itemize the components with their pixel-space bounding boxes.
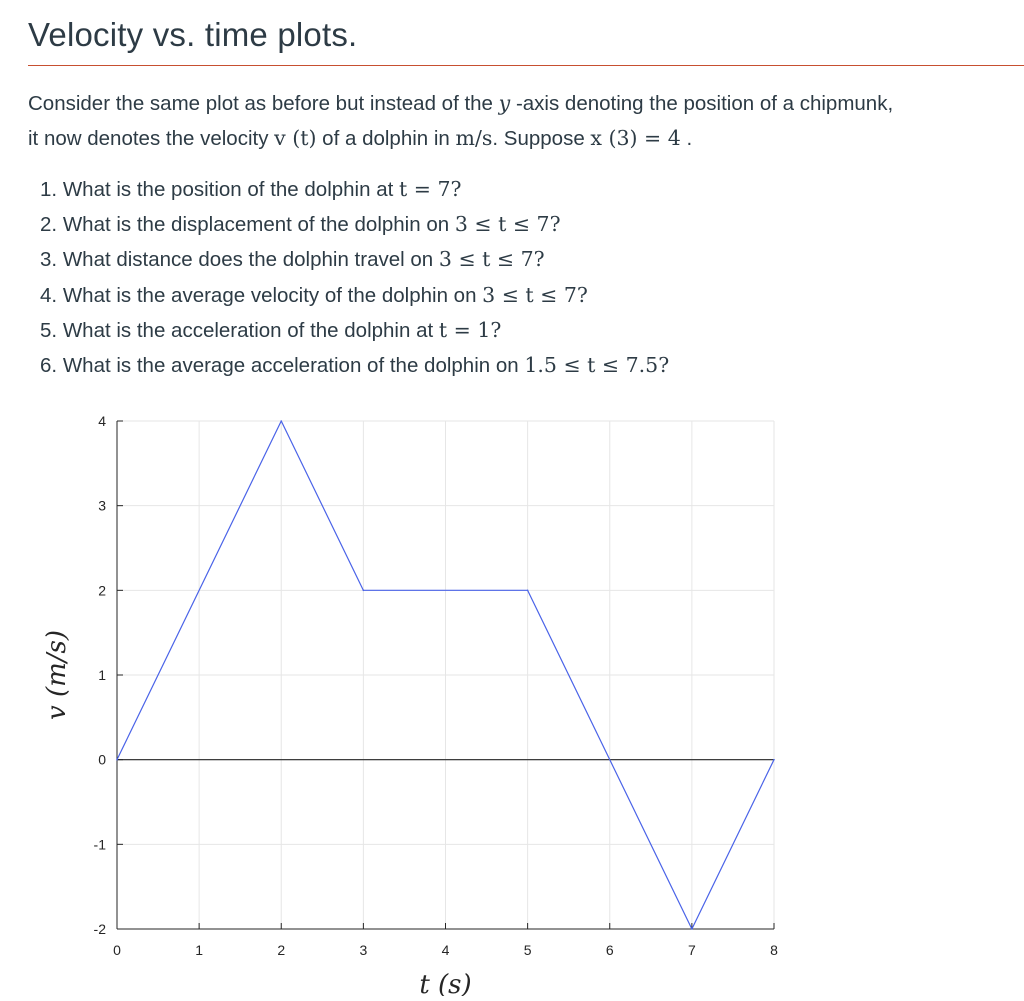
- velocity-data-point: [363, 590, 365, 592]
- intro-text: Consider the same plot as before but instead of the: [28, 92, 499, 115]
- x-tick-label: 8: [770, 942, 778, 958]
- intro-text: -axis denoting the position of a chipmunk,: [510, 92, 894, 115]
- question-item: 6. What is the average acceleration of the dolphin on 1.5 ≤ t ≤ 7.5?: [40, 353, 670, 378]
- question-item: 5. What is the acceleration of the dolphin at t = 1?: [40, 317, 502, 342]
- question-list: [40, 172, 669, 383]
- intro-line-2: [28, 121, 1018, 156]
- page-title: Velocity vs. time plots.: [28, 16, 358, 53]
- intro-text: it now denotes the velocity: [28, 127, 275, 150]
- math-y: y: [498, 91, 511, 115]
- intro-text: of a dolphin in: [316, 127, 456, 150]
- problem-intro: [28, 86, 1018, 156]
- x-tick-label: 0: [113, 942, 121, 958]
- y-tick-label: -1: [93, 836, 106, 853]
- velocity-data-point: [280, 420, 282, 422]
- x-tick-label: 3: [359, 942, 368, 958]
- y-tick-label: -2: [93, 921, 106, 937]
- question-item: 2. What is the displacement of the dolphin on 3 ≤ t ≤ 7?: [40, 212, 561, 237]
- x-tick-label: 4: [441, 942, 450, 958]
- velocity-data-point: [116, 759, 118, 761]
- y-tick-label: 2: [98, 582, 106, 599]
- y-tick-label: 3: [98, 497, 106, 514]
- chart-labels: [42, 413, 778, 996]
- intro-text: .: [680, 127, 693, 150]
- math-unit: m/s: [455, 126, 493, 150]
- x-axis-title: t (s): [419, 970, 472, 996]
- intro-line-1: [28, 86, 1018, 121]
- title-divider: [28, 65, 1024, 66]
- math-initial-condition: x (3) = 4: [590, 126, 681, 150]
- question-item: 4. What is the average velocity of the dolphin on 3 ≤ t ≤ 7?: [40, 282, 588, 307]
- y-tick-label: 4: [98, 413, 106, 429]
- velocity-data-point: [691, 928, 693, 930]
- velocity-data-point: [773, 759, 775, 761]
- x-tick-label: 1: [195, 942, 204, 958]
- math-velocity-function: v (t): [274, 126, 317, 150]
- x-tick-label: 7: [687, 942, 696, 958]
- chart-svg: [0, 395, 1024, 996]
- grid-lines: [117, 421, 774, 929]
- y-tick-label: 1: [98, 667, 106, 683]
- intro-text: . Suppose: [492, 127, 591, 150]
- velocity-time-chart: [0, 395, 1024, 996]
- x-tick-label: 5: [523, 942, 532, 958]
- question-item: 3. What distance does the dolphin travel on 3 ≤ t ≤ 7?: [40, 247, 545, 272]
- x-tick-label: 6: [605, 942, 614, 958]
- question-item: 1. What is the position of the dolphin at t = 7?: [40, 177, 462, 201]
- velocity-data-point: [527, 590, 529, 592]
- y-axis-title: v (m/s): [42, 630, 72, 720]
- y-tick-label: 0: [98, 751, 106, 768]
- x-tick-label: 2: [277, 942, 286, 958]
